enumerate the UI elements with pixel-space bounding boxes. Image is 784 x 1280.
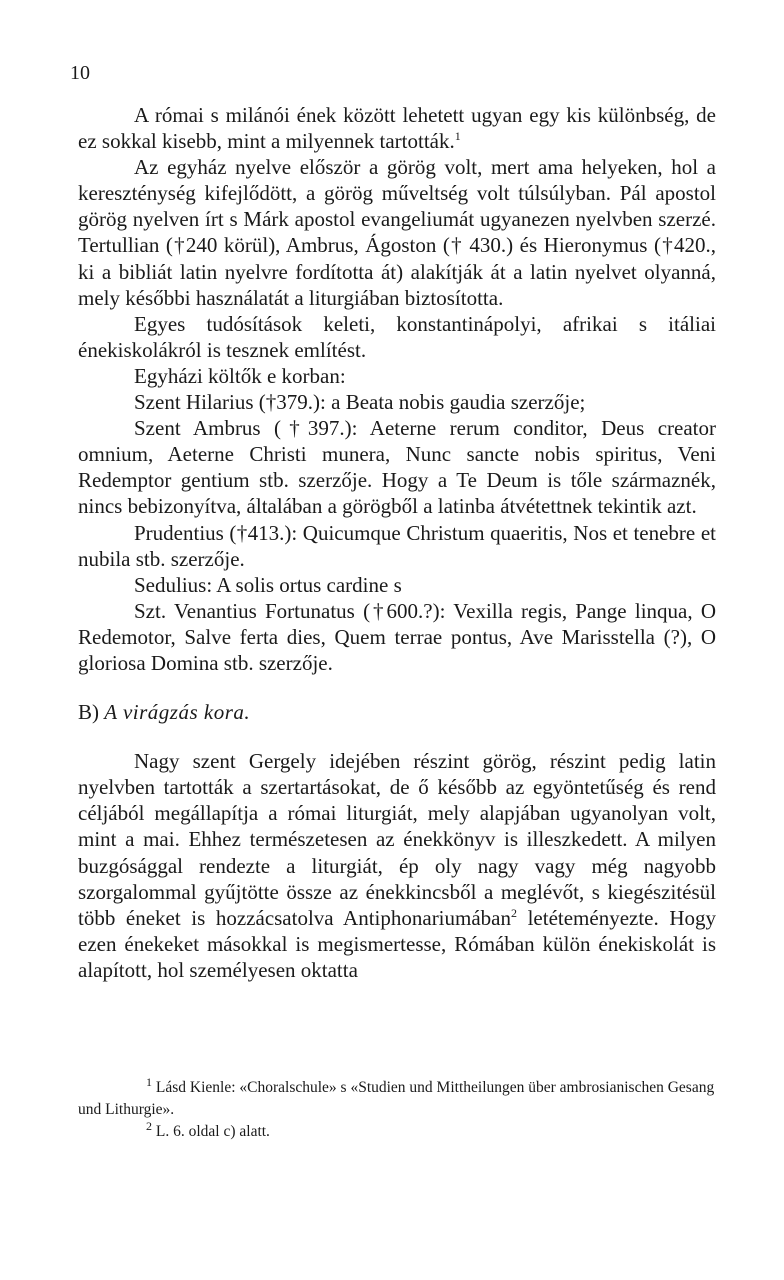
footnote-mark: 2 xyxy=(146,1118,152,1133)
paragraph: Szt. Venantius Fortunatus (†600.?): Vexilla regis, Pange linqua, O Redemotor, Salve ferta dies, Quem terrae pontus, Ave Marisstella (?), O gloriosa Domina stb. szerzője. xyxy=(78,598,716,675)
paragraph: Egyházi költők e korban: xyxy=(134,363,346,388)
paragraph-text: Nagy szent Gergely idejében részint görög, részint pedig latin nyelvben tartották a szertartásokat, de ő később az egyöntetűség és rend céljából megállapítja a római liturgiát, mely alapjában ugyanolyan volt, mint a mai. Ehhez természetesen az énekkönyv is illeszkedett. A milyen buzgósággal rendezte a liturgiát, ép oly nagy vagy még nagyobb szorgalommal gyűjtötte össze az énekkincsből a meglévőt, s kiegészitésül több éneket is hozzácsatolva Antiphonariumában xyxy=(78,749,716,930)
page-number: 10 xyxy=(70,62,90,84)
section-title: A virágzás kora. xyxy=(104,700,251,725)
footnotes xyxy=(78,1074,716,1143)
paragraph-text: A római s milánói ének között lehetett ugyan egy kis különbség, de ez sokkal kisebb, mint a milyennek tartották. xyxy=(78,103,716,154)
paragraph: Prudentius (†413.): Quicumque Christum quaeritis, Nos et tenebre et nubila stb. szerzője. xyxy=(78,520,716,571)
footnote xyxy=(78,1074,716,1121)
footnote-mark: 1 xyxy=(146,1074,152,1089)
section-letter: B) xyxy=(78,700,99,725)
main-text xyxy=(78,102,716,983)
section-heading xyxy=(78,699,716,725)
paragraph xyxy=(78,102,716,154)
footnote-ref: 1 xyxy=(454,129,461,144)
paragraph xyxy=(78,748,716,983)
footnote xyxy=(78,1118,716,1143)
footnote-ref: 2 xyxy=(511,905,517,920)
paragraph: Az egyház nyelve először a görög volt, mert ama helyeken, hol a kereszténység kifejlődött, a görög műveltség volt túlsúlyban. Pál apostol görög nyelven írt s Márk apostol evangeliumát ugyanezen nyelvben szerzé. Tertullian (†240 körül), Ambrus, Ágoston († 430.) és Hieronymus (†420., ki a bibliát latin nyelvre fordította át) alakítják át a latin nyelvet olyanná, mely későbbi használatát a liturgiában biztosította. xyxy=(78,155,716,310)
paragraph: Szent Hilarius (†379.): a Beata nobis gaudia szerzője; xyxy=(134,390,586,415)
paragraph-text: letéteményezte. Hogy ezen énekeket másokkal is megismertesse, Rómában külön énekiskolát is alapított, hol személyesen oktatta xyxy=(78,905,716,982)
paragraph: Sedulius: A solis ortus cardine s xyxy=(134,572,402,597)
footnote-text: Lásd Kienle: «Choralschule» s «Studien und Mittheilungen über ambrosianischen Gesang und Lithurgie». xyxy=(78,1079,715,1118)
paragraph: Szent Ambrus (†397.): Aeterne rerum conditor, Deus creator omnium, Aeterne Christi munera, Nunc sancte nobis spiritus, Veni Redemptor gentium stb. szerzője. Hogy a Te Deum is tőle származnék, nincs bebizonyítva, általában a görögből a latinba átvétettnek tekintik azt. xyxy=(78,416,716,519)
paragraph: Egyes tudósítások keleti, konstantinápolyi, afrikai s itáliai énekiskolákról is tesznek említést. xyxy=(78,311,716,362)
footnote-text: L. 6. oldal c) alatt. xyxy=(155,1123,270,1140)
